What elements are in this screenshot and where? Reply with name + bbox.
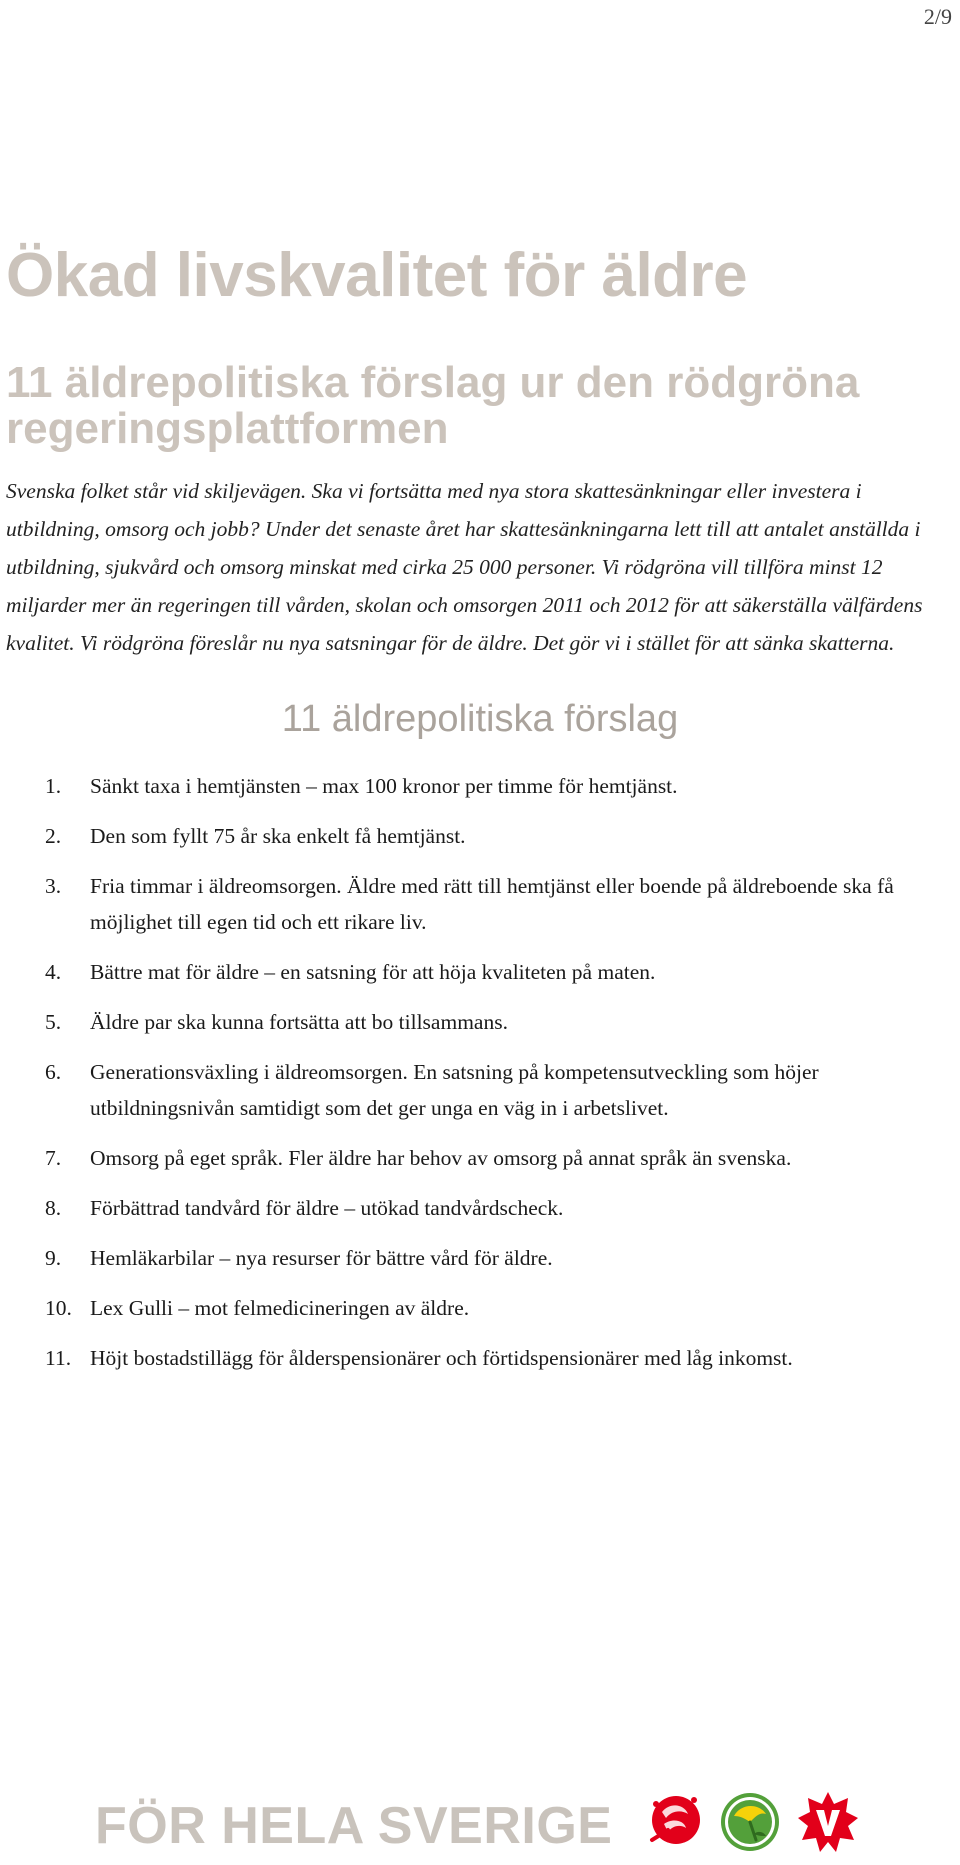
proposal-item xyxy=(0,868,960,940)
proposal-number: 5. xyxy=(45,1010,62,1034)
proposal-item xyxy=(0,954,960,990)
proposal-item xyxy=(0,1054,960,1126)
proposal-text: Fria timmar i äldreomsorgen. Äldre med rätt till hemtjänst eller boende på äldreboende ska få möjlighet till egen tid och ett rikare liv. xyxy=(90,874,894,934)
proposal-number: 10. xyxy=(45,1296,72,1320)
proposal-text: Äldre par ska kunna fortsätta att bo tillsammans. xyxy=(90,1010,508,1034)
proposal-number: 8. xyxy=(45,1196,62,1220)
proposal-number: 4. xyxy=(45,960,62,984)
proposal-text: Den som fyllt 75 år ska enkelt få hemtjänst. xyxy=(90,824,466,848)
proposals-list xyxy=(0,768,960,1390)
proposal-text: Omsorg på eget språk. Fler äldre har behov av omsorg på annat språk än svenska. xyxy=(90,1146,792,1170)
page-number: 2/9 xyxy=(923,4,952,29)
miljopartiet-dandelion-logo xyxy=(718,1790,782,1854)
proposal-text: Lex Gulli – mot felmedicineringen av äldre. xyxy=(90,1296,470,1320)
page-title: Ökad livskvalitet för äldre xyxy=(6,241,748,310)
proposal-number: 3. xyxy=(45,874,62,898)
proposal-text: Förbättrad tandvård för äldre – utökad tandvårdscheck. xyxy=(90,1196,564,1220)
proposal-number: 6. xyxy=(45,1060,62,1084)
proposal-number: 2. xyxy=(45,824,62,848)
proposal-text: Höjt bostadstillägg för ålderspensionärer och förtidspensionärer med låg inkomst. xyxy=(90,1346,793,1370)
proposal-text: Sänkt taxa i hemtjänsten – max 100 kronor per timme för hemtjänst. xyxy=(90,774,678,798)
proposal-item xyxy=(0,1340,960,1376)
proposal-text: Generationsväxling i äldreomsorgen. En satsning på kompetensutveckling som höjer utbildningsnivån samtidigt som det ger unga en väg in i arbetslivet. xyxy=(90,1060,819,1120)
proposal-item xyxy=(0,1190,960,1226)
page-subtitle: 11 äldrepolitiska förslag ur den rödgröna regeringsplattformen xyxy=(6,358,860,453)
vansterpartiet-v-logo xyxy=(796,1790,860,1854)
proposal-item xyxy=(0,1290,960,1326)
footer-slogan: FÖR HELA SVERIGE xyxy=(95,1797,613,1855)
proposal-number: 1. xyxy=(45,774,62,798)
proposal-item xyxy=(0,1140,960,1176)
footer xyxy=(0,1790,960,1865)
proposal-number: 7. xyxy=(45,1146,62,1170)
proposal-item xyxy=(0,1004,960,1040)
proposal-item xyxy=(0,1240,960,1276)
proposal-text: Bättre mat för äldre – en satsning för att höja kvaliteten på maten. xyxy=(90,960,656,984)
proposal-number: 9. xyxy=(45,1246,62,1270)
proposal-item xyxy=(0,818,960,854)
proposal-number: 11. xyxy=(45,1346,72,1370)
proposal-text: Hemläkarbilar – nya resurser för bättre vård för äldre. xyxy=(90,1246,553,1270)
proposal-item xyxy=(0,768,960,804)
proposals-heading: 11 äldrepolitiska förslag xyxy=(281,698,679,740)
socialdemokraterna-rose-logo xyxy=(642,1790,706,1854)
intro-paragraph: Svenska folket står vid skiljevägen. Ska vi fortsätta med nya stora skattesänkningar eller investera i utbildning, omsorg och jobb? Under det senaste året har skattesänkningarna lett till att antalet anställda i utbildning, sjukvård och omsorg minskat med cirka 25 000 personer. Vi rödgröna vill tillföra minst 12 miljarder mer än regeringen till vården, skolan och omsorgen 2011 och 2012 för att säkerställa välfärdens kvalitet. Vi rödgröna föreslår nu nya satsningar för de äldre. Det gör vi i stället för att sänka skatterna. xyxy=(6,479,923,655)
